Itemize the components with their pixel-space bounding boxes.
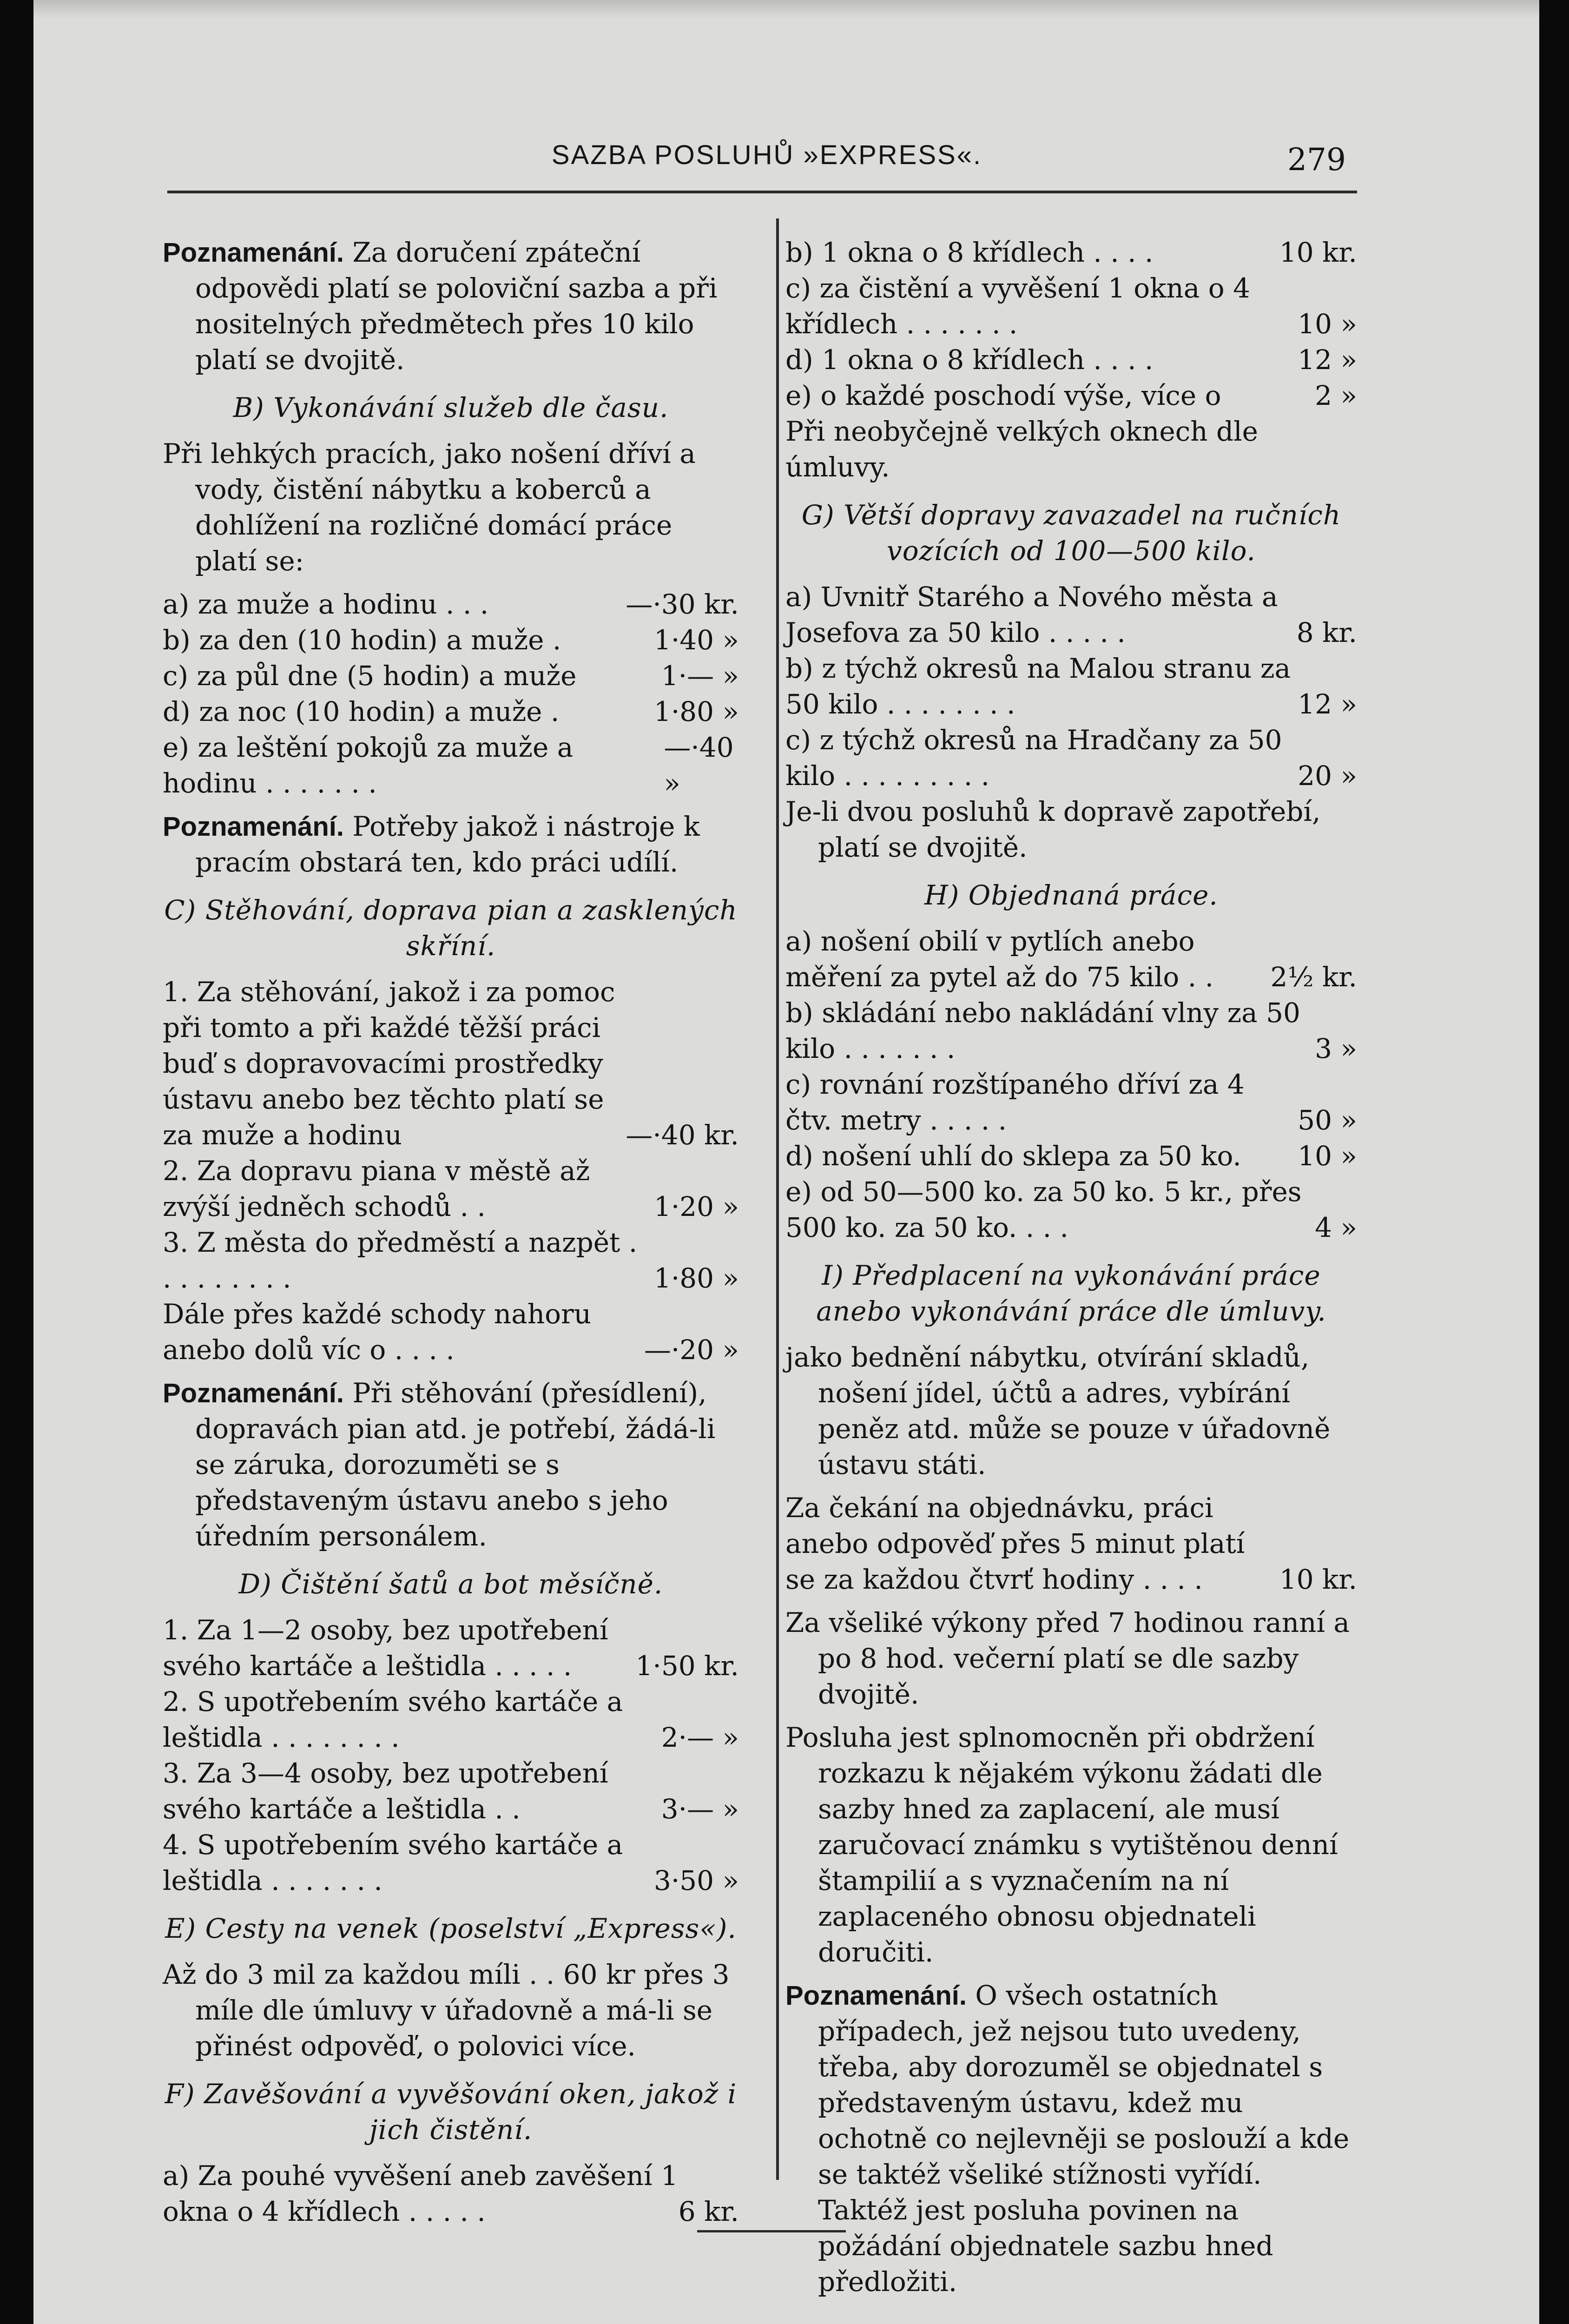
price-row: c) rovnání rozštípaného dříví za 4 čtv. metry . . . . . 50 » (785, 1069, 1357, 1136)
note-tools: Poznamenání. Potřeby jakož i nástroje k pracím obstará ten, kdo práci udílí. (163, 811, 700, 878)
section-heading-i: I) Předplacení na vykonávání práce anebo vykonávání práce dle úmluvy. (816, 1260, 1326, 1327)
price-row: 2. S upotřebením svého kartáče a leštidla . . . . . . . . 2·— » (163, 1686, 739, 1753)
section-heading-b: B) Vykonávání služeb dle času. (233, 392, 669, 423)
column-divider (776, 218, 779, 2180)
price-row: 1. Za stěhování, jakož i za pomoc při tomto a při každé těžší práci buď s dopravovacími prostředky ústavu anebo bez těchto platí se za muže a hodinu —·40 kr. (163, 976, 739, 1151)
section-g-note: Je-li dvou posluhů k dopravě zapotřebí, platí se dvojitě. (785, 796, 1321, 863)
price-row: c) za čistění a vyvěšení 1 okna o 4 křídlech . . . . . . . 10 » (785, 272, 1357, 340)
section-heading-d: D) Čištění šatů a bot měsíčně. (238, 1568, 663, 1600)
section-heading-f: F) Zavěšování a vyvěšování oken, jakož i jich čistění. (165, 2078, 737, 2146)
scan-right-edge (1539, 0, 1569, 2324)
price-row: Za čekání na objednávku, práci anebo odpověď přes 5 minut platí se za každou čtvrť hodiny . . . . 10 kr. (785, 1492, 1357, 1595)
section-i-para: Posluha jest splnomocněn při obdržení rozkazu k nějakém výkonu žádati dle sazby hned za zaplacení, ale musí zaručovací známku s vytištěnou denní štampilií a s vyznačením na ní zaplaceného obnosu objednateli doručiti. (785, 1722, 1338, 1968)
section-heading-e: E) Cesty na venek (poselství „Express«). (165, 1913, 737, 1944)
scan-top-shadow (0, 0, 1569, 19)
price-row: a) Uvnitř Starého a Nového města a Josefova za 50 kilo . . . . . 8 kr. (785, 581, 1357, 648)
price-row: b) 1 okna o 8 křídlech . . . . 10 kr. (785, 237, 1357, 268)
price-row: b) skládání nebo nakládání vlny za 50 kilo . . . . . . . 3 » (785, 997, 1357, 1064)
section-i-para: Za všeliké výkony před 7 hodinou ranní a po 8 hod. večerní platí se dle sazby dvojitě. (785, 1607, 1350, 1710)
right-column (785, 235, 1357, 2307)
section-heading-g: G) Větší dopravy zavazadel na ručních vozících od 100—500 kilo. (801, 499, 1341, 567)
price-row: d) 1 okna o 8 křídlech . . . . 12 » (785, 344, 1357, 376)
price-row: e) za leštění pokojů za muže a hodinu . . . . . . . —·40 » (163, 732, 734, 799)
header-rule (167, 191, 1357, 193)
scan-left-edge (0, 0, 33, 2324)
price-row: d) za noc (10 hodin) a muže . 1·80 » (163, 696, 739, 727)
section-b-intro: Při lehkých pracích, jako nošení dříví a vody, čistění nábytku a koberců a dohlížení na rozličné domácí práce platí se: (163, 438, 696, 577)
price-row: 3. Z města do předměstí a nazpět . . . . . . . . . 1·80 » (163, 1227, 739, 1294)
section-i-para: jako bednění nábytku, otvírání skladů, nošení jídel, účtů a adres, vybírání peněz atd. může se pouze v úřadovně ústavu státi. (785, 1341, 1331, 1480)
price-row: b) za den (10 hodin) a muže . 1·40 » (163, 624, 739, 656)
price-row: 3. Za 3—4 osoby, bez upotřebení svého kartáče a leštidla . . 3·— » (163, 1757, 739, 1825)
price-row: d) nošení uhlí do sklepa za 50 ko. 10 » (785, 1140, 1357, 1172)
price-row: e) od 50—500 ko. za 50 ko. 5 kr., přes 500 ko. za 50 ko. . . . 4 » (785, 1176, 1357, 1243)
page-number: 279 (1287, 142, 1346, 178)
left-column (163, 235, 739, 2230)
price-row: 4. S upotřebením svého kartáče a leštidla . . . . . . . 3·50 » (163, 1829, 739, 1896)
note-return-reply: Poznamenání. Za doručení zpáteční odpovědi platí se poloviční sazba a při nositelných předmětech přes 10 kilo platí se dvojitě. (163, 237, 718, 376)
note-moving: Poznamenání. Při stěhování (přesídlení), dopravách pian atd. je potřebí, žádá-li se záruka, dorozuměti se s představeným ústavu anebo s jeho úředním personálem. (163, 1377, 716, 1552)
price-row: 1. Za 1—2 osoby, bez upotřebení svého kartáče a leštidla . . . . . 1·50 kr. (163, 1614, 739, 1682)
price-row: e) o každé poschodí výše, více o 2 » (785, 380, 1357, 411)
price-row: a) Za pouhé vyvěšení aneb zavěšení 1 okna o 4 křídlech . . . . . 6 kr. (163, 2160, 739, 2227)
price-row: c) za půl dne (5 hodin) a muže 1·— » (163, 660, 739, 692)
price-row: b) z týchž okresů na Malou stranu za 50 kilo . . . . . . . . 12 » (785, 653, 1357, 720)
price-row: 2. Za dopravu piana v městě až zvýší jedněch schodů . . 1·20 » (163, 1155, 739, 1222)
section-heading-c: C) Stěhování, doprava pian a zasklených skříní. (164, 894, 738, 962)
running-header: SAZBA POSLUHŮ »EXPRESS«. (551, 140, 982, 170)
section-heading-h: H) Objednaná práce. (924, 879, 1218, 911)
price-row: a) nošení obilí v pytlích anebo měření za pytel až do 75 kilo . . 2½ kr. (785, 925, 1357, 993)
price-row: a) za muže a hodinu . . . —·30 kr. (163, 588, 739, 620)
section-e-text: Až do 3 mil za každou míli . . 60 kr přes 3 míle dle úmluvy v úřadovně a má-li se přinést odpověď, o polovici více. (163, 1959, 730, 2062)
note-other-cases: Poznamenání. O všech ostatních případech, jež nejsou tuto uvedeny, třeba, aby dorozuměl se objednatel s představeným ústavu, kdež mu ochotně co nejlevněji se poslouží a kde se taktéž všeliké stížnosti vyřídí. Taktéž jest posluha povinen na požádání objednatele sazbu hned předložiti. (785, 1980, 1350, 2298)
price-row: Dále přes každé schody nahoru anebo dolů víc o . . . . —·20 » (163, 1298, 739, 1366)
price-row: c) z týchž okresů na Hradčany za 50 kilo . . . . . . . . . 20 » (785, 724, 1357, 792)
section-f-note: Při neobyčejně velkých oknech dle úmluvy. (785, 416, 1258, 483)
